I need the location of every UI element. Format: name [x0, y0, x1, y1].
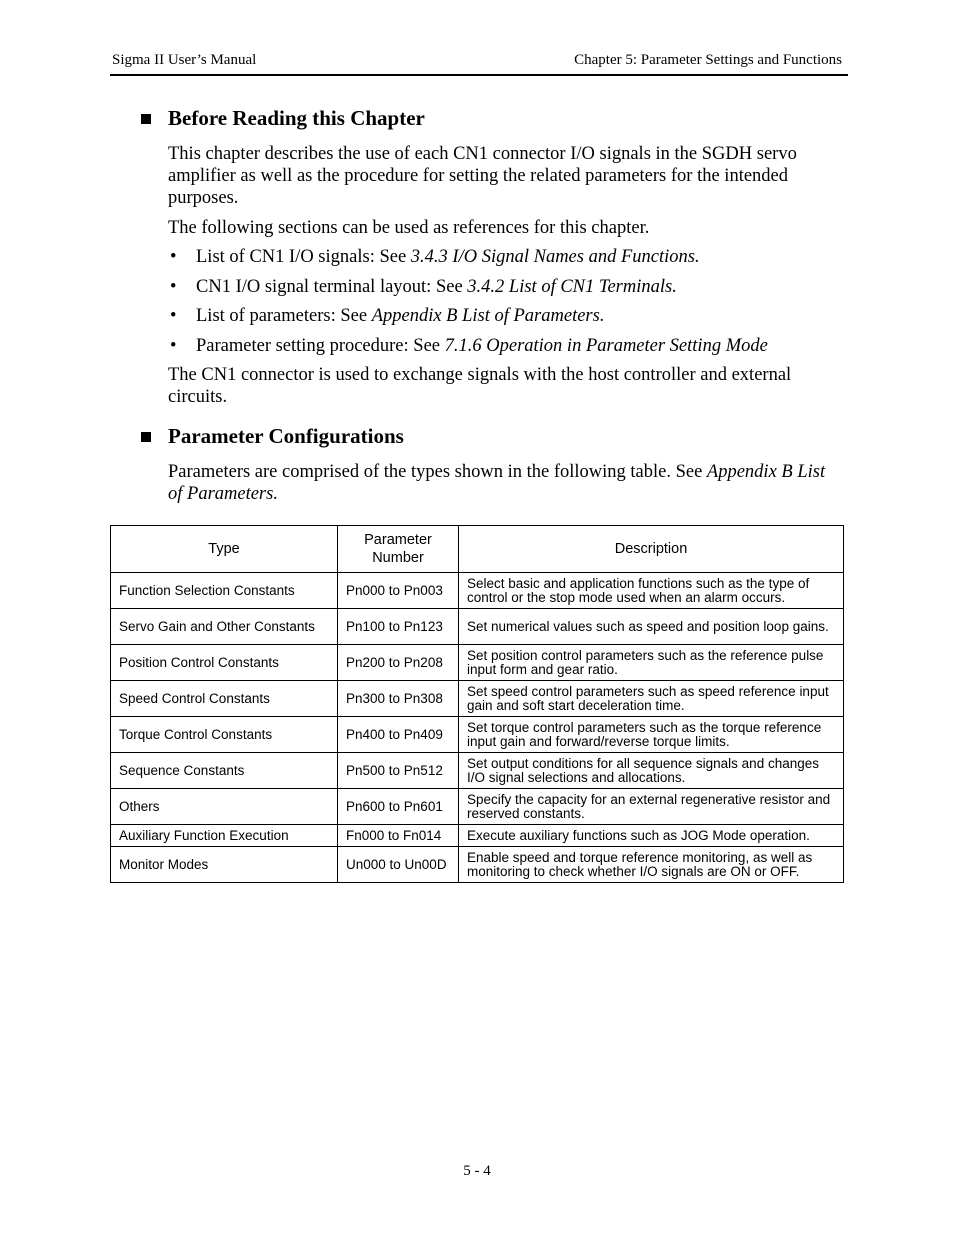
- bullet-dot-icon: •: [170, 336, 177, 356]
- bullet-dot-icon: •: [170, 247, 177, 267]
- parameter-number-cell: Pn500 to Pn512: [338, 753, 459, 789]
- description-cell: Set position control parameters such as the reference pulse input form and gear ratio.: [459, 645, 844, 681]
- reference-bullet: • List of parameters: See Appendix B List of Parameters.: [170, 306, 605, 326]
- section-heading-text: Parameter Configurations: [168, 424, 404, 448]
- table-row: [111, 825, 844, 847]
- parameter-number-cell: Pn600 to Pn601: [338, 789, 459, 825]
- parameter-intro-paragraph: Parameters are comprised of the types shown in the following table. See Appendix B List of Parameters.: [168, 462, 826, 504]
- type-cell: Auxiliary Function Execution: [111, 825, 338, 847]
- parameter-types-table: [110, 525, 844, 883]
- type-cell: Others: [111, 789, 338, 825]
- column-header-description: Description: [459, 526, 844, 573]
- table-row: [111, 645, 844, 681]
- section-heading-text: Before Reading this Chapter: [168, 106, 425, 130]
- table-row: [111, 717, 844, 753]
- bullet-dot-icon: •: [170, 277, 177, 297]
- parameter-number-cell: Pn000 to Pn003: [338, 573, 459, 609]
- reference-bullet: • List of CN1 I/O signals: See 3.4.3 I/O Signal Names and Functions.: [170, 247, 700, 267]
- column-header-parameter-number: Parameter Number: [338, 526, 459, 573]
- cn1-connector-paragraph: The CN1 connector is used to exchange signals with the host controller and external circuits.: [168, 365, 792, 407]
- cross-reference: Appendix B List of Parameters.: [168, 462, 826, 504]
- parameter-number-cell: Un000 to Un00D: [338, 847, 459, 883]
- reference-bullet: • Parameter setting procedure: See 7.1.6 Operation in Parameter Setting Mode: [170, 336, 768, 356]
- reference-bullet: • CN1 I/O signal terminal layout: See 3.4.2 List of CN1 Terminals.: [170, 277, 677, 297]
- running-header-chapter: Chapter 5: Parameter Settings and Functions: [574, 52, 842, 68]
- running-header-title: Sigma II User’s Manual: [112, 52, 257, 68]
- type-cell: Torque Control Constants: [111, 717, 338, 753]
- type-cell: Sequence Constants: [111, 753, 338, 789]
- table-row: [111, 789, 844, 825]
- description-cell: Set torque control parameters such as the torque reference input gain and forward/reverse torque limits.: [459, 717, 844, 753]
- chapter-intro-paragraph: This chapter describes the use of each CN1 connector I/O signals in the SGDH servo amplifier as well as the procedure for setting the related parameters for the intended purposes.: [168, 144, 797, 208]
- parameter-number-cell: Pn200 to Pn208: [338, 645, 459, 681]
- square-bullet-icon: [141, 432, 151, 442]
- description-cell: Set speed control parameters such as speed reference input gain and soft start deceleration time.: [459, 681, 844, 717]
- cross-reference: 3.4.3 I/O Signal Names and Functions.: [410, 247, 700, 267]
- description-cell: Select basic and application functions such as the type of control or the stop mode used when an alarm occurs.: [459, 573, 844, 609]
- section-heading-before-reading: [141, 106, 425, 131]
- type-cell: Speed Control Constants: [111, 681, 338, 717]
- parameter-number-cell: Pn400 to Pn409: [338, 717, 459, 753]
- section-heading-parameter-configurations: [141, 424, 404, 449]
- page-number: 5 - 4: [463, 1163, 491, 1179]
- description-cell: Set output conditions for all sequence signals and changes I/O signal selections and allocations.: [459, 753, 844, 789]
- parameter-number-cell: Pn100 to Pn123: [338, 609, 459, 645]
- description-cell: Specify the capacity for an external regenerative resistor and reserved constants.: [459, 789, 844, 825]
- description-cell: Set numerical values such as speed and position loop gains.: [459, 609, 844, 645]
- cross-reference: 7.1.6 Operation in Parameter Setting Mode: [444, 336, 768, 356]
- references-lead-paragraph: The following sections can be used as references for this chapter.: [168, 218, 650, 238]
- header-divider: [110, 74, 848, 76]
- type-cell: Position Control Constants: [111, 645, 338, 681]
- square-bullet-icon: [141, 114, 151, 124]
- table-row: [111, 609, 844, 645]
- table-row: [111, 753, 844, 789]
- parameter-number-cell: Fn000 to Fn014: [338, 825, 459, 847]
- table-header-row: [111, 526, 844, 573]
- cross-reference: 3.4.2 List of CN1 Terminals.: [467, 277, 677, 297]
- column-header-type: Type: [111, 526, 338, 573]
- type-cell: Function Selection Constants: [111, 573, 338, 609]
- cross-reference: Appendix B List of Parameters.: [371, 306, 605, 326]
- bullet-dot-icon: •: [170, 306, 177, 326]
- table-row: [111, 681, 844, 717]
- description-cell: Execute auxiliary functions such as JOG Mode operation.: [459, 825, 844, 847]
- table-row: [111, 847, 844, 883]
- table-row: [111, 573, 844, 609]
- type-cell: Servo Gain and Other Constants: [111, 609, 338, 645]
- description-cell: Enable speed and torque reference monitoring, as well as monitoring to check whether I/O signals are ON or OFF.: [459, 847, 844, 883]
- parameter-number-cell: Pn300 to Pn308: [338, 681, 459, 717]
- type-cell: Monitor Modes: [111, 847, 338, 883]
